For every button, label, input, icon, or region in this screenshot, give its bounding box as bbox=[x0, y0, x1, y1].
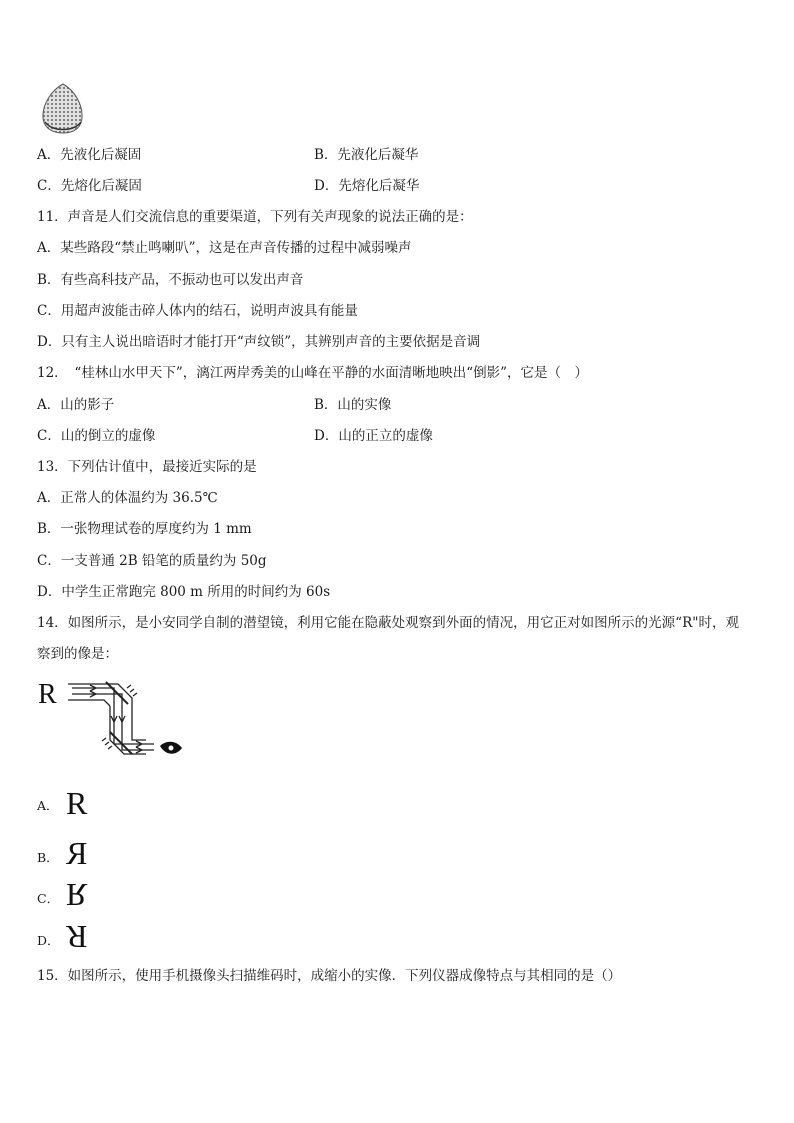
q13-option-d: D．中学生正常跑完 800 m 所用的时间约为 60s bbox=[37, 584, 331, 600]
q15-stem: 15．如图所示，使用手机摄像头扫描维码时，成缩小的实像．下列仪器成像特点与其相同的是（） bbox=[37, 968, 622, 984]
q13-option-a: A．正常人的体温约为 36.5℃ bbox=[37, 490, 218, 506]
q14-option-d-glyph: R bbox=[66, 919, 88, 955]
q14-option-c-label: C． bbox=[37, 891, 60, 906]
light-source-r: R bbox=[38, 679, 57, 710]
q14-stem-line2: 察到的像是： bbox=[37, 646, 118, 662]
q14-stem-line1: 14．如图所示，是小安同学自制的潜望镜，利用它能在隐蔽处观察到外面的情况，用它正对如图所示的光源“R"时，观 bbox=[37, 615, 739, 631]
q13-option-b: B．一张物理试卷的厚度约为 1 mm bbox=[37, 521, 252, 537]
q14-option-d-label: D． bbox=[37, 933, 60, 948]
q11-stem: 11．声音是人们交流信息的重要渠道，下列有关声现象的说法正确的是： bbox=[37, 209, 473, 225]
q10-option-d: D．先熔化后凝华 bbox=[314, 178, 420, 194]
q11-option-d: D．只有主人说出暗语时才能打开“声纹锁”，其辨别声音的主要依据是音调 bbox=[37, 334, 481, 350]
q12-option-a: A．山的影子 bbox=[37, 397, 115, 413]
q14-option-b-label: B． bbox=[37, 850, 59, 865]
q12-option-c: C．山的倒立的虚像 bbox=[37, 428, 156, 444]
q11-option-a: A．某些路段“禁止鸣喇叭”，这是在声音传播的过程中减弱噪声 bbox=[37, 240, 412, 256]
q10-option-a: A．先液化后凝固 bbox=[37, 147, 142, 163]
q14-option-c-glyph: R bbox=[66, 877, 88, 913]
q12-option-d: D．山的正立的虚像 bbox=[314, 428, 433, 444]
q11-option-c: C．用超声波能击碎人体内的结石，说明声波具有能量 bbox=[37, 303, 358, 319]
q14-option-a-label: A． bbox=[37, 798, 59, 813]
q13-stem: 13．下列估计值中，最接近实际的是 bbox=[37, 459, 257, 475]
q14-option-a-glyph: R bbox=[66, 785, 88, 821]
frost-object-figure bbox=[38, 82, 88, 136]
q10-option-b: B．先液化后凝华 bbox=[314, 147, 419, 163]
q13-option-c: C．一支普通 2B 铅笔的质量约为 50g bbox=[37, 553, 267, 569]
q12-option-b: B．山的实像 bbox=[314, 397, 392, 413]
periscope-figure bbox=[36, 676, 186, 758]
q12-stem: 12． “桂林山水甲天下”，漓江两岸秀美的山峰在平静的水面清晰地映出“倒影”，它是（ ） bbox=[37, 365, 589, 381]
q10-option-c: C．先熔化后凝固 bbox=[37, 178, 142, 194]
q14-option-b-glyph: R bbox=[66, 835, 88, 871]
q11-option-b: B．有些高科技产品，不振动也可以发出声音 bbox=[37, 272, 304, 288]
